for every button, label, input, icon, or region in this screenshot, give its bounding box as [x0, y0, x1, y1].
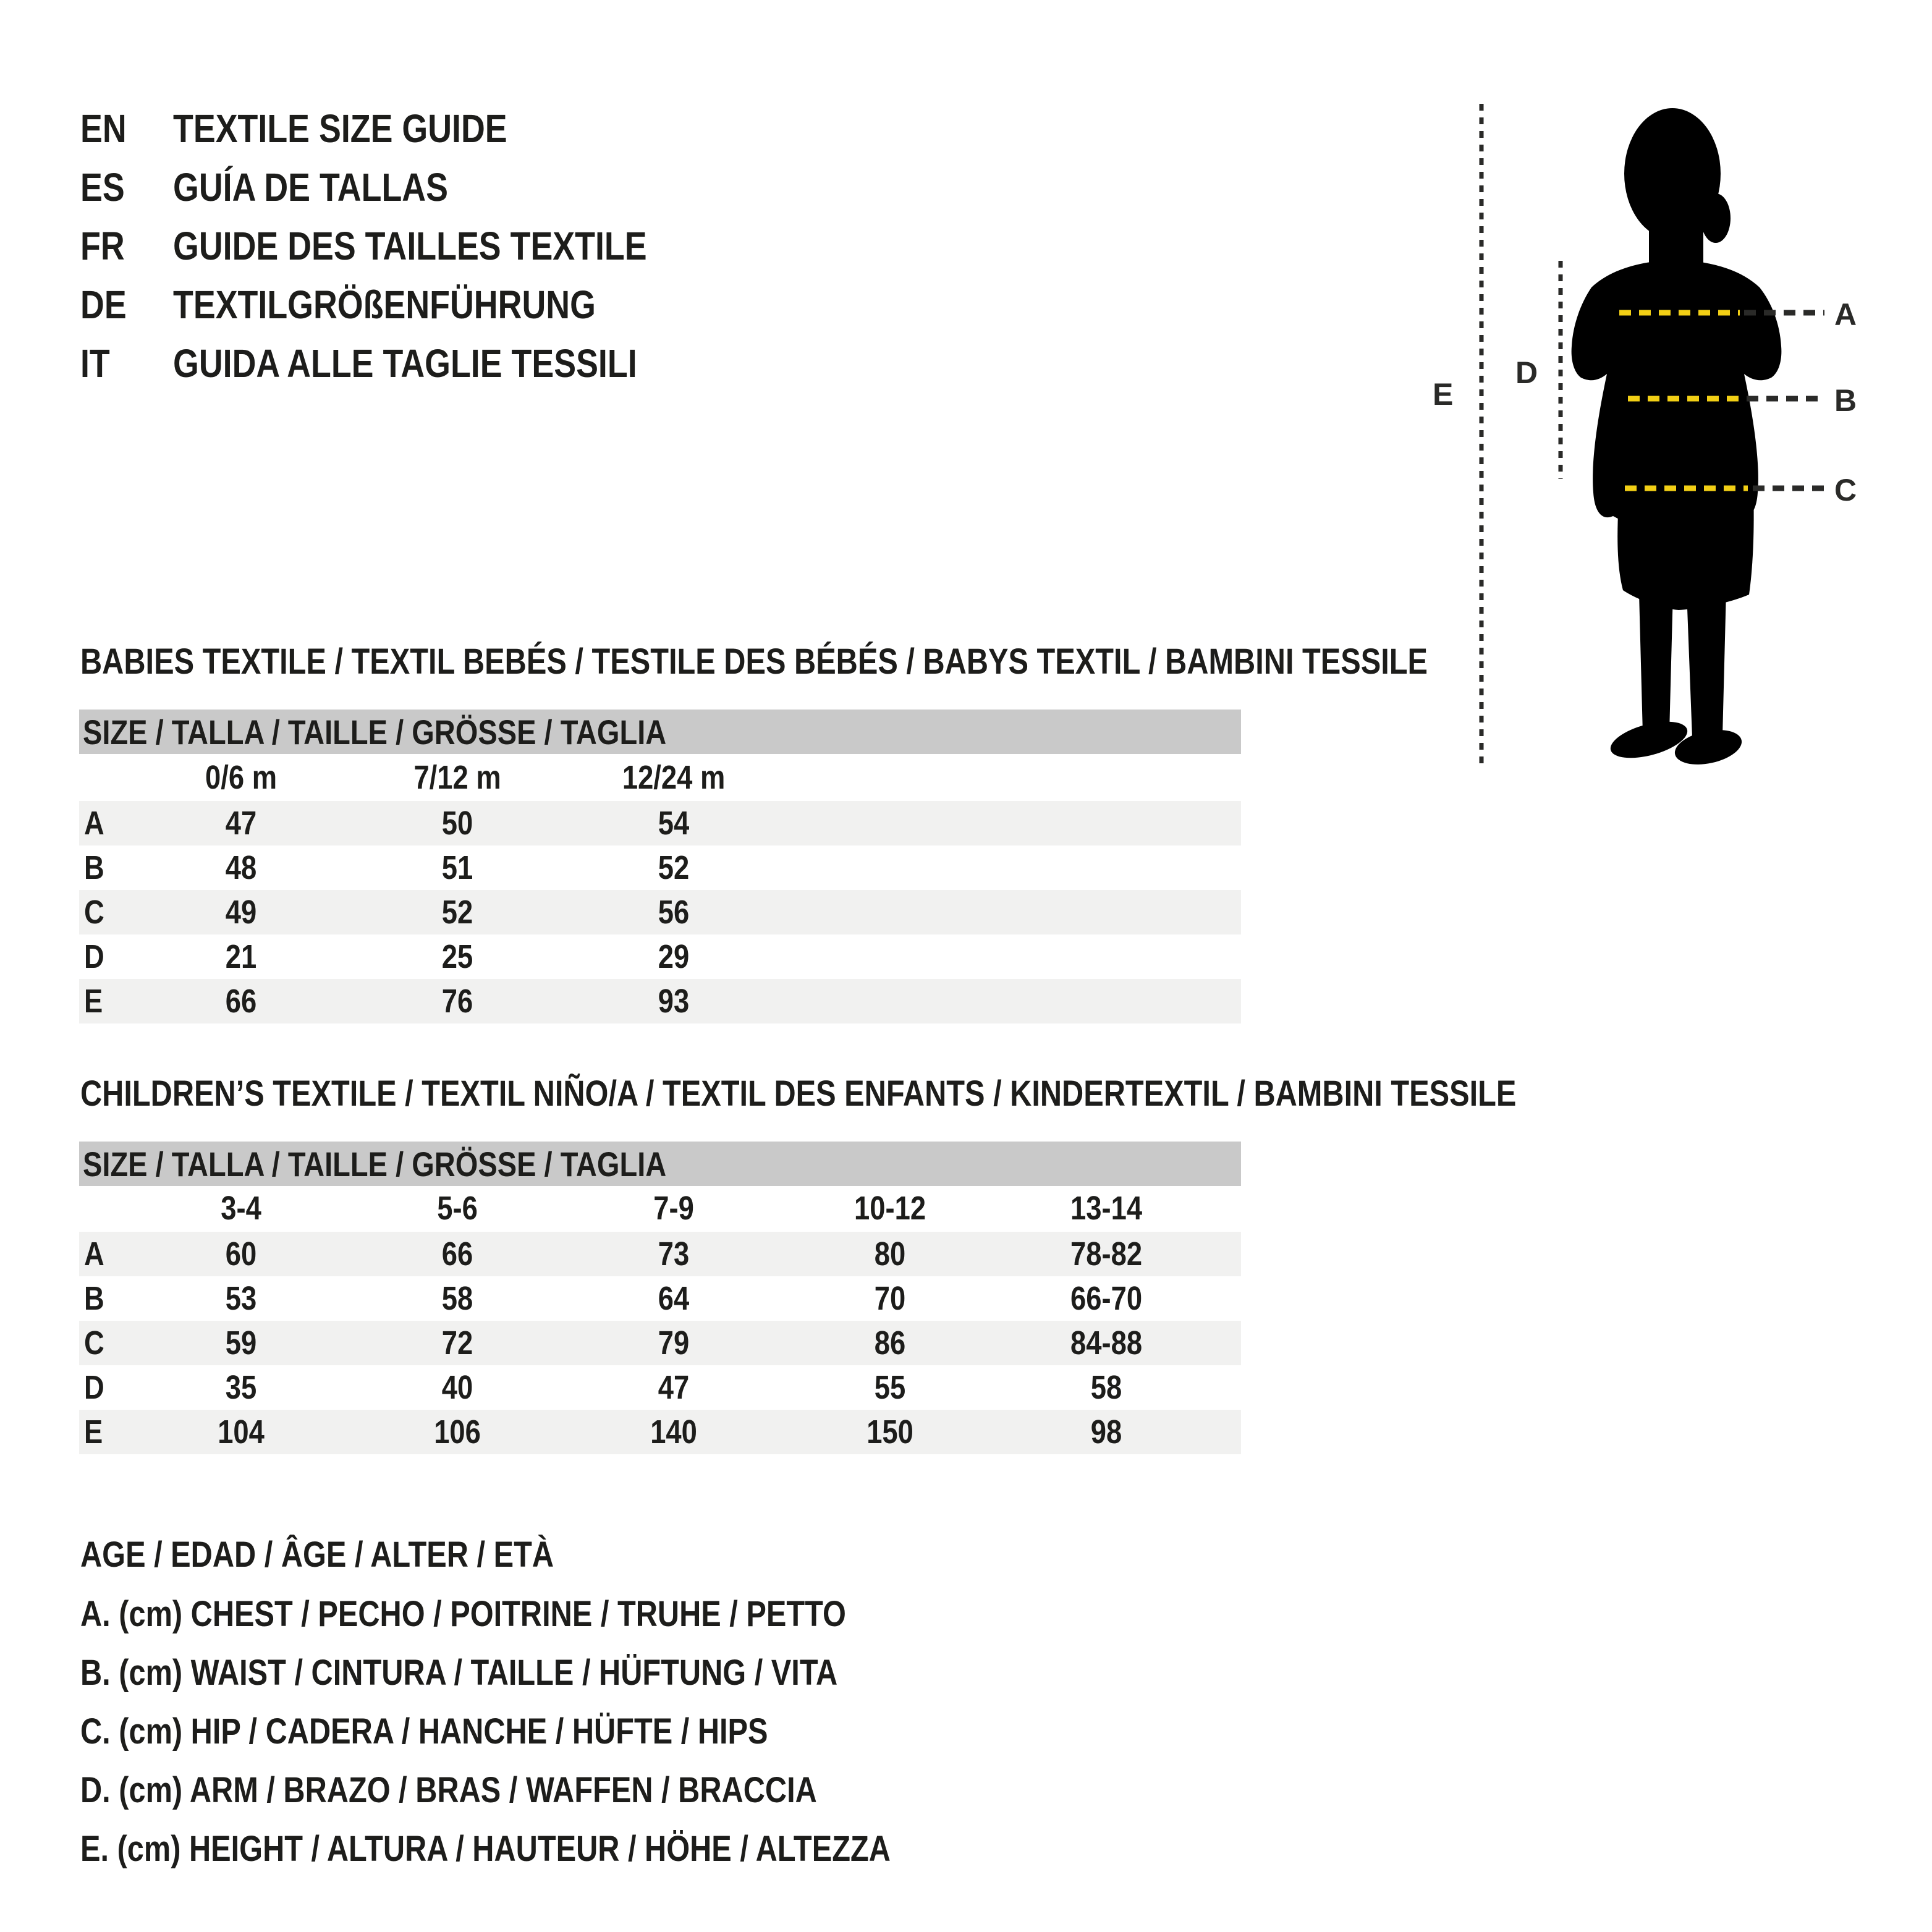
cell: 80 [874, 1235, 906, 1273]
silhouette-right-leg [1687, 590, 1726, 737]
figure-label-D: D [1515, 355, 1539, 390]
cell: 58 [1090, 1369, 1122, 1406]
cell: 49 [225, 894, 257, 931]
figure-label-B: B [1834, 383, 1858, 418]
cell: 140 [650, 1413, 697, 1451]
cell: 72 [441, 1324, 473, 1362]
children-row-A [79, 1232, 1241, 1276]
cell: 70 [874, 1280, 906, 1317]
cell: 104 [218, 1413, 265, 1451]
legend-waist-line: B. (cm) WAIST / CINTURA / TAILLE / HÜFTUNG / VITA [80, 1653, 838, 1693]
row-label: B [84, 1280, 104, 1317]
babies-row-E [79, 979, 1241, 1023]
row-label: B [84, 849, 104, 886]
cell: 76 [441, 983, 473, 1020]
column-header: 7-9 [653, 1190, 694, 1227]
cell: 73 [658, 1235, 690, 1273]
children-section-heading: CHILDREN’S TEXTILE / TEXTIL NIÑO/A / TEXTIL DES ENFANTS / KINDERTEXTIL / BAMBINI TESSILE [80, 1074, 1517, 1114]
babies-row-C [79, 890, 1241, 934]
cell: 51 [441, 849, 473, 886]
children-row-D [79, 1365, 1241, 1410]
babies-row-D [79, 934, 1241, 979]
babies-size-bar: SIZE / TALLA / TAILLE / GRÖSSE / TAGLIA [79, 710, 1241, 754]
cell: 52 [658, 849, 690, 886]
legend-hip-line: C. (cm) HIP / CADERA / HANCHE / HÜFTE / HIPS [80, 1711, 768, 1752]
cell: 93 [658, 983, 690, 1020]
lang-title: GUIDA ALLE TAGLIE TESSILI [173, 341, 637, 386]
row-label: A [84, 805, 104, 842]
cell: 21 [225, 938, 257, 975]
cell: 66 [441, 1235, 473, 1273]
silhouette-torso [1572, 260, 1782, 531]
lang-row-de [80, 278, 676, 331]
children-row-E [79, 1410, 1241, 1454]
cell: 48 [225, 849, 257, 886]
row-label: C [84, 894, 104, 931]
column-header: 0/6 m [205, 759, 277, 796]
lang-title: GUIDE DES TAILLES TEXTILE [173, 224, 647, 268]
babies-row-B [79, 845, 1241, 890]
row-label: A [84, 1235, 104, 1273]
column-header: 3-4 [221, 1190, 261, 1227]
column-header: 10-12 [854, 1190, 926, 1227]
babies-section-heading: BABIES TEXTILE / TEXTIL BEBÉS / TESTILE DES BÉBÉS / BABYS TEXTIL / BAMBINI TESSILE [80, 642, 1428, 682]
cell: 40 [441, 1369, 473, 1406]
cell: 52 [441, 894, 473, 931]
row-label: D [84, 938, 104, 975]
silhouette-ear [1701, 193, 1731, 243]
column-header: 5-6 [437, 1190, 478, 1227]
row-label: E [84, 983, 103, 1020]
column-header: 7/12 m [413, 759, 501, 796]
lang-code: ES [80, 165, 125, 210]
cell: 50 [441, 805, 473, 842]
lang-row-it [80, 337, 726, 390]
lang-title: TEXTILE SIZE GUIDE [173, 106, 507, 151]
cell: 86 [874, 1324, 906, 1362]
cell: 53 [225, 1280, 257, 1317]
lang-row-en [80, 102, 571, 155]
row-label: E [84, 1413, 103, 1451]
cell: 35 [225, 1369, 257, 1406]
cell: 64 [658, 1280, 690, 1317]
children-size-bar: SIZE / TALLA / TAILLE / GRÖSSE / TAGLIA [79, 1142, 1241, 1186]
cell: 78-82 [1070, 1235, 1143, 1273]
babies-row-A [79, 801, 1241, 845]
lang-row-es [80, 161, 501, 214]
cell: 55 [874, 1369, 906, 1406]
cell: 66 [225, 983, 257, 1020]
cell: 54 [658, 805, 690, 842]
cell: 29 [658, 938, 690, 975]
lang-code: EN [80, 106, 127, 151]
cell: 66-70 [1070, 1280, 1143, 1317]
cell: 106 [434, 1413, 481, 1451]
cell: 47 [658, 1369, 690, 1406]
babies-column-header-row [79, 754, 1241, 801]
figure-label-E: E [1433, 377, 1454, 412]
cell: 59 [225, 1324, 257, 1362]
lang-row-fr [80, 219, 737, 273]
children-column-header-row [79, 1185, 1241, 1232]
cell: 84-88 [1070, 1324, 1143, 1362]
cell: 98 [1090, 1413, 1122, 1451]
lang-code: FR [80, 224, 125, 268]
cell: 47 [225, 805, 257, 842]
row-label: C [84, 1324, 104, 1362]
legend-arm-line: D. (cm) ARM / BRAZO / BRAS / WAFFEN / BRACCIA [80, 1770, 817, 1810]
children-row-B [79, 1276, 1241, 1321]
column-header: 13-14 [1070, 1190, 1143, 1227]
lang-code: IT [80, 341, 110, 386]
children-row-C [79, 1321, 1241, 1365]
cell: 56 [658, 894, 690, 931]
lang-code: DE [80, 282, 127, 327]
row-label: D [84, 1369, 104, 1406]
legend-chest-line: A. (cm) CHEST / PECHO / POITRINE / TRUHE / PETTO [80, 1594, 846, 1634]
cell: 79 [658, 1324, 690, 1362]
figure-label-C: C [1834, 473, 1858, 507]
cell: 25 [441, 938, 473, 975]
cell: 58 [441, 1280, 473, 1317]
lang-title: GUÍA DE TALLAS [173, 165, 448, 210]
figure-label-A: A [1834, 297, 1858, 332]
legend-age-line: AGE / EDAD / ÂGE / ALTER / ETÀ [80, 1535, 554, 1575]
legend-height-line: E. (cm) HEIGHT / ALTURA / HAUTEUR / HÖHE / ALTEZZA [80, 1829, 891, 1869]
cell: 150 [866, 1413, 913, 1451]
cell: 60 [225, 1235, 257, 1273]
column-header: 12/24 m [622, 759, 726, 796]
lang-title: TEXTILGRÖßENFÜHRUNG [173, 282, 596, 327]
